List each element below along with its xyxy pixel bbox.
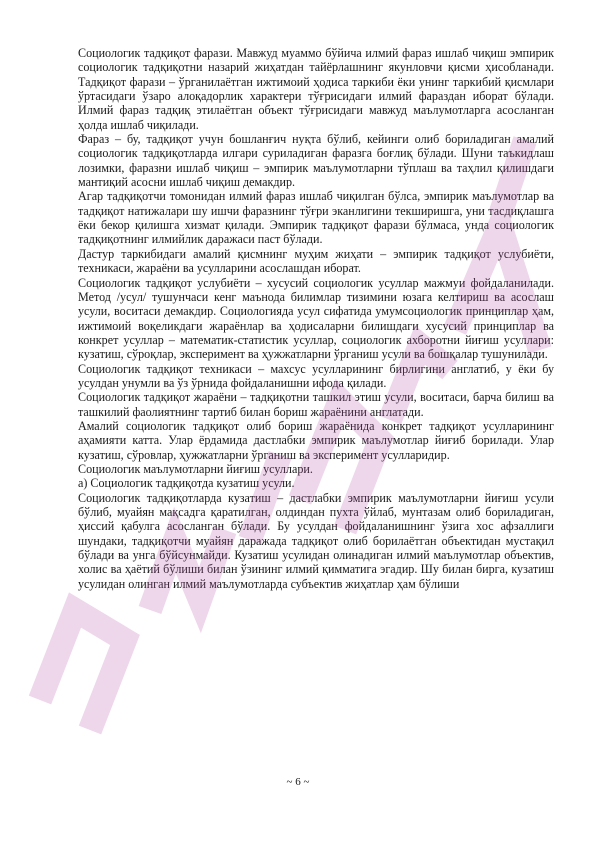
paragraph-hypothesis-intro: Социологик тадқиқот фарази. Мавжуд муаммо бўйича илмий фараз ишлаб чиқиш эмпирик социологик тадқиқотни назарий жиҳатдан тайёрлашнинг якунловчи қисми ҳисобланади. Тадқиқот фарази – ўрганилаётган ижтимоий ҳодиса таркиби ёки унинг таркибий қисмлари ўртасидаги ўзаро алоқадорлик характери тўғрисидаги илмий фараздан иборат бўлади. Илмий фараз тадқиқ этилаётган объект тўғрисидаги мавжуд маълумотларга асосланган ҳолда ишлаб чиқилади. bbox=[78, 46, 554, 132]
paragraph-hypothesis-definition: Фараз – бу, тадқиқот учун бошланғич нуқта бўлиб, кейинги олиб бориладиган амалий социологик тадқиқотларда илгари суриладиган фаразга боғлиқ бўлади. Шуни таъкидлаш лозимки, фаразни ишлаб чиқиш – эмпирик маълумотларни тўплаш ва таҳлил қилишдаги мантиқий асосни ишлаб чиқиш демакдир. bbox=[78, 132, 554, 190]
paragraph-observation-method: Социологик тадқиқотларда кузатиш – дастлабки эмпирик маълумотларни йиғиш усули бўлиб, муайян мақсадга қаратилган, олдиндан пухта ўйлаб, мунтазам олиб бориладиган, ҳиссий қабулга асосланган бўлади. Бу усулдан фойдаланишнинг ўзига хос афзаллиги шундаки, тадқиқотчи муайян даражада тадқиқот олиб борилаётган объектидан мустақил бўлади ва унга бўйсунмайди. Кузатиш усулидан олинадиган илмий маълумотлар объектив, холис ва ҳаётий бўлиши билан ўзининг илмий қимматига эгадир. Шу билан бирга, кузатиш усулидан олинган илмий маълумотларда субъектив жиҳатлар ҳам бўлиши bbox=[78, 490, 554, 591]
paragraph-observation-heading: а) Социологик тадқиқотда кузатиш усули. bbox=[78, 476, 295, 491]
page-body bbox=[78, 46, 554, 591]
paragraph-technique: Социологик тадқиқот техникаси – махсус усулларининг бирлигини англатиб, у ёки бу усулдан унумли ва ўз ўрнида фойдаланишни ифода қилади. bbox=[78, 361, 554, 390]
paragraph-data-collection-heading: Социологик маълумотларни йиғиш усуллари. bbox=[78, 461, 313, 476]
paragraph-applied-research: Амалий социологик тадқиқот олиб бориш жараёнида конкрет тадқиқот усулларининг аҳамияти катта. Улар ёрдамида дастлабки эмпирик маълумотлар йиғиб борилади. Улар кузатиш, сўровлар, ҳужжатларни ўрганиш ва эксперимент усулларидир. bbox=[78, 418, 554, 462]
paragraph-methodology: Социологик тадқиқот услубиёти – хусусий социологик усуллар мажмуи фойдаланилади. Метод /усул/ тушунчаси кенг маънода билимлар тизимини юзага келтириш ва асослаш усули, воситаси демакдир. Социологияда усул сифатида умумсоциологик принциплар ҳам, ижтимоий воқеликдаги жараёнлар ва ҳодисаларни билишдаги хусусий принциплар ва конкрет усуллар – математик-статистик усуллар, социологик ахборотни йиғиш усуллари: кузатиш, сўроқлар, эксперимент ва ҳужжатларни ўрганиш усули ва бошқалар тушунилади. bbox=[78, 275, 554, 362]
watermark-glyph-1 bbox=[40, 610, 125, 730]
page-number: ~ 6 ~ bbox=[286, 776, 310, 788]
paragraph-hypothesis-verification: Агар тадқиқотчи томонидан илмий фараз ишлаб чиқилган бўлса, эмпирик маълумотлар ва тадқиқот натижалари шу ишчи фаразнинг тўғри эканлигини текширишга, уни тасдиқлашга ёки бекор қилишга хизмат қилади. Эмпирик тадқиқот фарази бўлмаса, унда социологик тадқиқотнинг илмийлик даражаси паст бўлади. bbox=[78, 189, 554, 247]
paragraph-program-structure: Дастур таркибидаги амалий қисмнинг муҳим жиҳати – эмпирик тадқиқот услубиёти, техникаси, жараёни ва усулларини асослашдан иборат. bbox=[78, 246, 554, 276]
paragraph-process: Социологик тадқиқот жараёни – тадқиқотни ташкил этиш усули, воситаси, барча билиш ва ташкилий фаолиятнинг тартиб билан бориш жараёнини англатади. bbox=[78, 390, 554, 419]
